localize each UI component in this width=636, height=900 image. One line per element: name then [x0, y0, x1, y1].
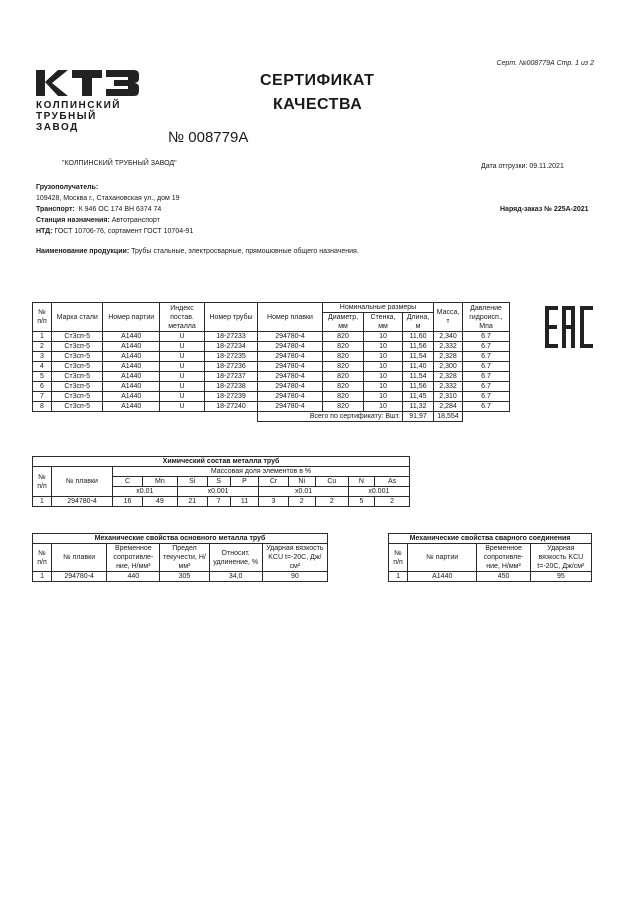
- cell-d: 820: [323, 352, 364, 362]
- cell-n: 2: [33, 342, 52, 352]
- cell-d: 820: [323, 342, 364, 352]
- cell-n: 3: [33, 352, 52, 362]
- cell-index: U: [160, 342, 205, 352]
- chem-element-header: N: [348, 477, 374, 487]
- cell-wall: 10: [364, 402, 403, 412]
- mech-row-num: 1: [33, 572, 52, 582]
- cell-press: 6.7: [463, 332, 510, 342]
- col-nominal: Номинальные размеры: [323, 303, 434, 313]
- cell-grade: Ст3сп-5: [52, 362, 103, 372]
- cell-wall: 10: [364, 382, 403, 392]
- cell-index: U: [160, 392, 205, 402]
- pipes-table: [32, 302, 510, 422]
- cell-grade: Ст3сп-5: [52, 352, 103, 362]
- weld-row-tensile: 450: [477, 572, 530, 582]
- cell-d: 820: [323, 372, 364, 382]
- chem-element-header: S: [207, 477, 230, 487]
- cell-mass: 2,328: [434, 352, 463, 362]
- cell-index: U: [160, 402, 205, 412]
- cell-index: U: [160, 362, 205, 372]
- mech-row-yield: 305: [160, 572, 209, 582]
- weld-row-batch: А1440: [408, 572, 477, 582]
- chemical-title: Химический состав металла труб: [33, 457, 410, 467]
- company-logo-text: [36, 100, 121, 133]
- cell-mass: 2,310: [434, 392, 463, 402]
- chem-element-header: Ni: [288, 477, 315, 487]
- chem-element-value: 5: [348, 497, 374, 507]
- product-value: Трубы стальные, электросварные, прямошовные общего назначения.: [131, 248, 359, 255]
- table-row: [33, 382, 510, 392]
- ktz-logo-icon: [36, 69, 140, 97]
- cell-len: 11,56: [403, 342, 434, 352]
- company-logo: [36, 69, 140, 102]
- cell-wall: 10: [364, 352, 403, 362]
- mech-row-elong: 34,0: [209, 572, 262, 582]
- cell-press: 6.7: [463, 372, 510, 382]
- chem-mult-1: x0.01: [113, 487, 178, 497]
- col-heat: Номер плавки: [258, 303, 323, 332]
- cell-len: 11,60: [403, 332, 434, 342]
- cell-batch: А1440: [103, 342, 160, 352]
- ntd-label: НТД:: [36, 228, 53, 235]
- cell-len: 11,56: [403, 382, 434, 392]
- chem-element-header: Si: [177, 477, 207, 487]
- cell-pipe: 18-27236: [205, 362, 258, 372]
- cell-mass: 2,340: [434, 332, 463, 342]
- logo-line-3: ЗАВОД: [36, 122, 79, 133]
- weld-row-num: 1: [389, 572, 408, 582]
- mechanical-title: Механические свойства основного металла труб: [33, 534, 328, 544]
- cell-press: 6.7: [463, 402, 510, 412]
- weld-col-num: № п/п: [389, 544, 408, 572]
- chem-col-num: № п/п: [33, 467, 52, 497]
- col-index: Индекс постав. металла: [160, 303, 205, 332]
- cell-pipe: 18-27239: [205, 392, 258, 402]
- station-value: Автотранспорт: [111, 217, 160, 224]
- cell-d: 820: [323, 362, 364, 372]
- certificate-number: № 008779А: [168, 129, 249, 146]
- certificate-subtitle: КАЧЕСТВА: [273, 96, 363, 113]
- cell-grade: Ст3сп-5: [52, 402, 103, 412]
- mechanical-table: [32, 533, 328, 582]
- cell-index: U: [160, 352, 205, 362]
- cell-heat: 294780-4: [258, 362, 323, 372]
- cell-mass: 2,300: [434, 362, 463, 372]
- order-number: Наряд-заказ № 225А-2021: [500, 206, 589, 213]
- cell-heat: 294780-4: [258, 402, 323, 412]
- cell-n: 8: [33, 402, 52, 412]
- cell-press: 6.7: [463, 362, 510, 372]
- cell-pipe: 18-27235: [205, 352, 258, 362]
- cell-index: U: [160, 332, 205, 342]
- table-row: [33, 362, 510, 372]
- cell-wall: 10: [364, 362, 403, 372]
- chem-element-value: 2: [288, 497, 315, 507]
- cell-d: 820: [323, 382, 364, 392]
- col-wall: Стенка, мм: [364, 313, 403, 332]
- col-num: № п/п: [33, 303, 52, 332]
- cell-grade: Ст3сп-5: [52, 392, 103, 402]
- mech-col-tensile: Временное сопротивле-ние, Н/мм²: [107, 544, 160, 572]
- cell-press: 6.7: [463, 352, 510, 362]
- cell-len: 11,32: [403, 402, 434, 412]
- cell-grade: Ст3сп-5: [52, 332, 103, 342]
- cell-len: 11,54: [403, 352, 434, 362]
- cell-n: 5: [33, 372, 52, 382]
- col-batch: Номер партии: [103, 303, 160, 332]
- chem-row-heat: 294780-4: [52, 497, 113, 507]
- cell-len: 11,54: [403, 372, 434, 382]
- mech-col-elong: Относит. удлинение, %: [209, 544, 262, 572]
- total-length: 91,97: [403, 412, 434, 422]
- cell-pipe: 18-27237: [205, 372, 258, 382]
- cell-press: 6.7: [463, 342, 510, 352]
- chem-element-value: 2: [315, 497, 348, 507]
- cell-heat: 294780-4: [258, 342, 323, 352]
- cell-mass: 2,328: [434, 372, 463, 382]
- cell-batch: А1440: [103, 402, 160, 412]
- ntd-value: ГОСТ 10706-76, сортамент ГОСТ 10704-91: [54, 228, 194, 235]
- certificate-title: СЕРТИФИКАТ: [260, 72, 375, 89]
- cell-heat: 294780-4: [258, 352, 323, 362]
- chem-element-header: P: [230, 477, 259, 487]
- table-row: [33, 352, 510, 362]
- cell-d: 820: [323, 402, 364, 412]
- cell-len: 11,45: [403, 392, 434, 402]
- cell-n: 1: [33, 332, 52, 342]
- cell-mass: 2,332: [434, 342, 463, 352]
- col-grade: Марка стали: [52, 303, 103, 332]
- cell-d: 820: [323, 392, 364, 402]
- cell-batch: А1440: [103, 382, 160, 392]
- weld-table: [388, 533, 592, 582]
- cell-index: U: [160, 382, 205, 392]
- cell-wall: 10: [364, 332, 403, 342]
- cell-pipe: 18-27233: [205, 332, 258, 342]
- table-row: [33, 402, 510, 412]
- consignee-address: 109428, Москва г., Стахановская ул., дом 19: [36, 195, 180, 202]
- chem-mult-4: x0.001: [348, 487, 409, 497]
- weld-row-impact: 95: [530, 572, 591, 582]
- table-row: [33, 372, 510, 382]
- ship-date: Дата отгрузки: 09.11.2021: [481, 163, 564, 170]
- col-length: Длина, м: [403, 313, 434, 332]
- consignee-label: Грузополучатель:: [36, 184, 99, 191]
- cell-grade: Ст3сп-5: [52, 342, 103, 352]
- cell-batch: А1440: [103, 362, 160, 372]
- table-row: [33, 392, 510, 402]
- col-diameter: Диаметр, мм: [323, 313, 364, 332]
- cell-batch: А1440: [103, 332, 160, 342]
- cell-heat: 294780-4: [258, 382, 323, 392]
- mech-col-heat: № плавки: [52, 544, 107, 572]
- weld-col-tensile: Временное сопротивле-ние, Н/мм²: [477, 544, 530, 572]
- cell-wall: 10: [364, 372, 403, 382]
- cell-press: 6.7: [463, 382, 510, 392]
- table-row: [33, 342, 510, 352]
- mech-row-heat: 294780-4: [52, 572, 107, 582]
- chem-element-value: 2: [375, 497, 410, 507]
- chem-element-value: 7: [207, 497, 230, 507]
- table-row: [33, 332, 510, 342]
- logo-line-2: ТРУБНЫЙ: [36, 111, 97, 122]
- chem-element-value: 49: [143, 497, 178, 507]
- cell-n: 4: [33, 362, 52, 372]
- cell-pipe: 18-27240: [205, 402, 258, 412]
- chem-element-header: Mn: [143, 477, 178, 487]
- chem-element-value: 16: [113, 497, 143, 507]
- total-mass: 18,554: [434, 412, 463, 422]
- cell-heat: 294780-4: [258, 332, 323, 342]
- cell-mass: 2,332: [434, 382, 463, 392]
- transport-value: К 946 ОС 174 ВН 6374 74: [78, 206, 162, 213]
- cell-d: 820: [323, 332, 364, 342]
- transport-label: Транспорт:: [36, 206, 75, 213]
- chem-element-value: 21: [177, 497, 207, 507]
- weld-title: Механические свойства сварного соединения: [389, 534, 592, 544]
- logo-line-1: КОЛПИНСКИЙ: [36, 100, 121, 111]
- cell-wall: 10: [364, 392, 403, 402]
- chem-element-header: As: [375, 477, 410, 487]
- mech-col-num: № п/п: [33, 544, 52, 572]
- chem-element-header: Cr: [259, 477, 288, 487]
- mech-col-impact: Ударная вязкость KCU t=-20C, Дж/см²: [262, 544, 327, 572]
- chem-mult-3: x0.01: [259, 487, 348, 497]
- cell-wall: 10: [364, 342, 403, 352]
- col-pipe: Номер трубы: [205, 303, 258, 332]
- cell-heat: 294780-4: [258, 392, 323, 402]
- pipes-table-body: [33, 332, 510, 412]
- cell-n: 7: [33, 392, 52, 402]
- cell-batch: А1440: [103, 352, 160, 362]
- cell-batch: А1440: [103, 392, 160, 402]
- cell-pipe: 18-27234: [205, 342, 258, 352]
- cell-len: 11,40: [403, 362, 434, 372]
- product-line: [36, 248, 359, 255]
- cell-press: 6.7: [463, 392, 510, 402]
- col-mass: Масса, т: [434, 303, 463, 332]
- cell-index: U: [160, 372, 205, 382]
- cell-grade: Ст3сп-5: [52, 372, 103, 382]
- chem-row-num: 1: [33, 497, 52, 507]
- chem-element-header: Cu: [315, 477, 348, 487]
- mech-row-impact: 90: [262, 572, 327, 582]
- chem-col-heat: № плавки: [52, 467, 113, 497]
- cell-n: 6: [33, 382, 52, 392]
- eac-icon: [544, 305, 594, 349]
- weld-col-batch: № партии: [408, 544, 477, 572]
- weld-col-impact: Ударная вязкость KCU t=-20C, Дж/см²: [530, 544, 591, 572]
- total-label: Всего по сертификату: Вшт.: [258, 412, 403, 422]
- product-label: Наименование продукции:: [36, 248, 130, 255]
- cell-grade: Ст3сп-5: [52, 382, 103, 392]
- shipment-info: [36, 182, 193, 237]
- cell-mass: 2,284: [434, 402, 463, 412]
- cell-heat: 294780-4: [258, 372, 323, 382]
- station-label: Станция назначения:: [36, 217, 110, 224]
- chemical-table: [32, 456, 410, 507]
- chem-fraction-header: Массовая доля элементов в %: [113, 467, 410, 477]
- chem-values-row: [33, 497, 410, 507]
- cell-batch: А1440: [103, 372, 160, 382]
- mech-col-yield: Предел текучести, Н/мм²: [160, 544, 209, 572]
- eac-mark: [544, 305, 594, 354]
- chem-element-header: C: [113, 477, 143, 487]
- page-reference: Серт. №008779А Стр. 1 из 2: [496, 60, 594, 67]
- factory-name: "КОЛПИНСКИЙ ТРУБНЫЙ ЗАВОД": [62, 160, 177, 167]
- mech-row-tensile: 440: [107, 572, 160, 582]
- chem-mult-2: x0.001: [177, 487, 259, 497]
- col-pressure: Давление гидроисп., Мпа: [463, 303, 510, 332]
- chem-element-value: 11: [230, 497, 259, 507]
- chem-element-value: 3: [259, 497, 288, 507]
- cell-pipe: 18-27238: [205, 382, 258, 392]
